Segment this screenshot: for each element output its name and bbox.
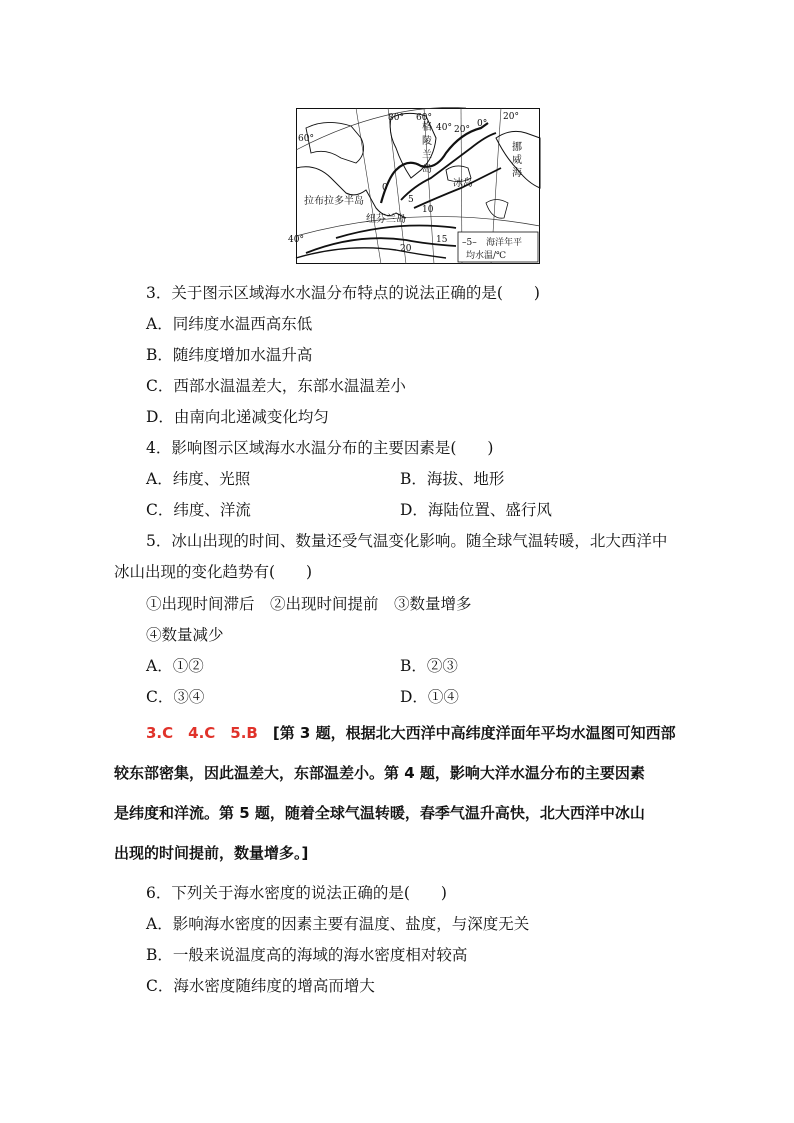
question-3-option-c[interactable]: C．西部水温温差大，东部水温温差小 — [146, 377, 406, 395]
question-5-items-cont: ④数量减少 — [146, 626, 224, 644]
question-6-option-a[interactable]: A．影响海水密度的因素主要有温度、盐度，与深度无关 — [146, 915, 530, 933]
question-5-option-c[interactable]: C．③④ — [146, 688, 205, 706]
isotherm-value: 20 — [400, 244, 412, 254]
question-4-option-a[interactable]: A．纬度、光照 — [146, 470, 251, 488]
norway-sea-label: 海 — [512, 168, 522, 179]
answer-text: [第 3 题，根据北大西洋中高纬度洋面年平均水温图可知西部 — [257, 724, 676, 742]
greenland-label: 陵 — [422, 136, 432, 147]
legend-symbol: –5– — [462, 238, 477, 248]
question-3-option-b[interactable]: B．随纬度增加水温升高 — [146, 346, 313, 364]
north-atlantic-sst-map — [288, 108, 540, 264]
question-5-option-a[interactable]: A．①② — [146, 657, 204, 675]
isotherm-value: 15 — [436, 235, 448, 245]
lon-label: 60° — [416, 113, 432, 123]
answer-line-4: 出现的时间提前，数量增多。] — [114, 844, 309, 862]
question-6-stem: 6．下列关于海水密度的说法正确的是( ) — [146, 884, 447, 902]
lat-label: 40° — [288, 235, 304, 245]
question-4-option-d[interactable]: D．海陆位置、盛行风 — [400, 501, 552, 519]
isotherm-value: 5 — [408, 195, 414, 205]
question-6-option-b[interactable]: B．一般来说温度高的海域的海水密度相对较高 — [146, 946, 468, 964]
lon-label: 80° — [388, 113, 404, 123]
greenland-label: 格 — [422, 122, 432, 133]
greenland-label: 岛 — [422, 164, 432, 175]
question-4-option-c[interactable]: C．纬度、洋流 — [146, 501, 251, 519]
question-5-stem: 5．冰山出现的时间、数量还受气温变化影响。随全球气温转暖，北大西洋中 — [146, 532, 668, 550]
question-4-stem: 4．影响图示区域海水水温分布的主要因素是( ) — [146, 439, 494, 457]
norway-sea-label: 威 — [512, 155, 522, 166]
legend-text: 均水温/℃ — [466, 251, 507, 261]
greenland-label: 兰 — [422, 150, 432, 161]
newfoundland-label: 纽芬兰岛 — [366, 214, 406, 225]
question-4-option-b[interactable]: B．海拔、地形 — [400, 470, 505, 488]
lon-label: 0° — [477, 119, 488, 129]
question-3-option-d[interactable]: D．由南向北递减变化均匀 — [146, 408, 329, 426]
isotherm-value: 0 — [382, 183, 388, 193]
lon-label: 20° — [454, 125, 470, 135]
answer-line-1 — [146, 723, 676, 743]
lat-label: 60° — [298, 134, 314, 144]
question-5-stem-cont: 冰山出现的变化趋势有( ) — [114, 563, 313, 581]
question-3-stem: 3．关于图示区域海水水温分布特点的说法正确的是( ) — [146, 284, 540, 302]
legend-text: 海洋年平 — [486, 238, 523, 248]
answer-line-2: 较东部密集，因此温差大，东部温差小。第 4 题，影响大洋水温分布的主要因素 — [114, 764, 645, 782]
question-5-items: ①出现时间滞后 ②出现时间提前 ③数量增多 — [146, 595, 472, 613]
isotherm-value: 10 — [422, 205, 434, 215]
question-5-option-d[interactable]: D．①④ — [400, 688, 459, 706]
question-5-option-b[interactable]: B．②③ — [400, 657, 458, 675]
answer-key: 3.C 4.C 5.B — [146, 724, 258, 742]
question-3-option-a[interactable]: A．同纬度水温西高东低 — [146, 315, 313, 333]
iceland-label: 冰岛 — [453, 178, 473, 189]
lon-label: 20° — [503, 112, 519, 122]
norway-sea-label: 挪 — [512, 142, 522, 153]
lon-label: 40° — [436, 123, 452, 133]
answer-line-3: 是纬度和洋流。第 5 题，随着全球气温转暖，春季气温升高快，北大西洋中冰山 — [114, 804, 645, 822]
question-6-option-c[interactable]: C．海水密度随纬度的增高而增大 — [146, 977, 375, 995]
labrador-label: 拉布拉多半岛 — [304, 196, 364, 207]
map-svg — [288, 108, 540, 264]
